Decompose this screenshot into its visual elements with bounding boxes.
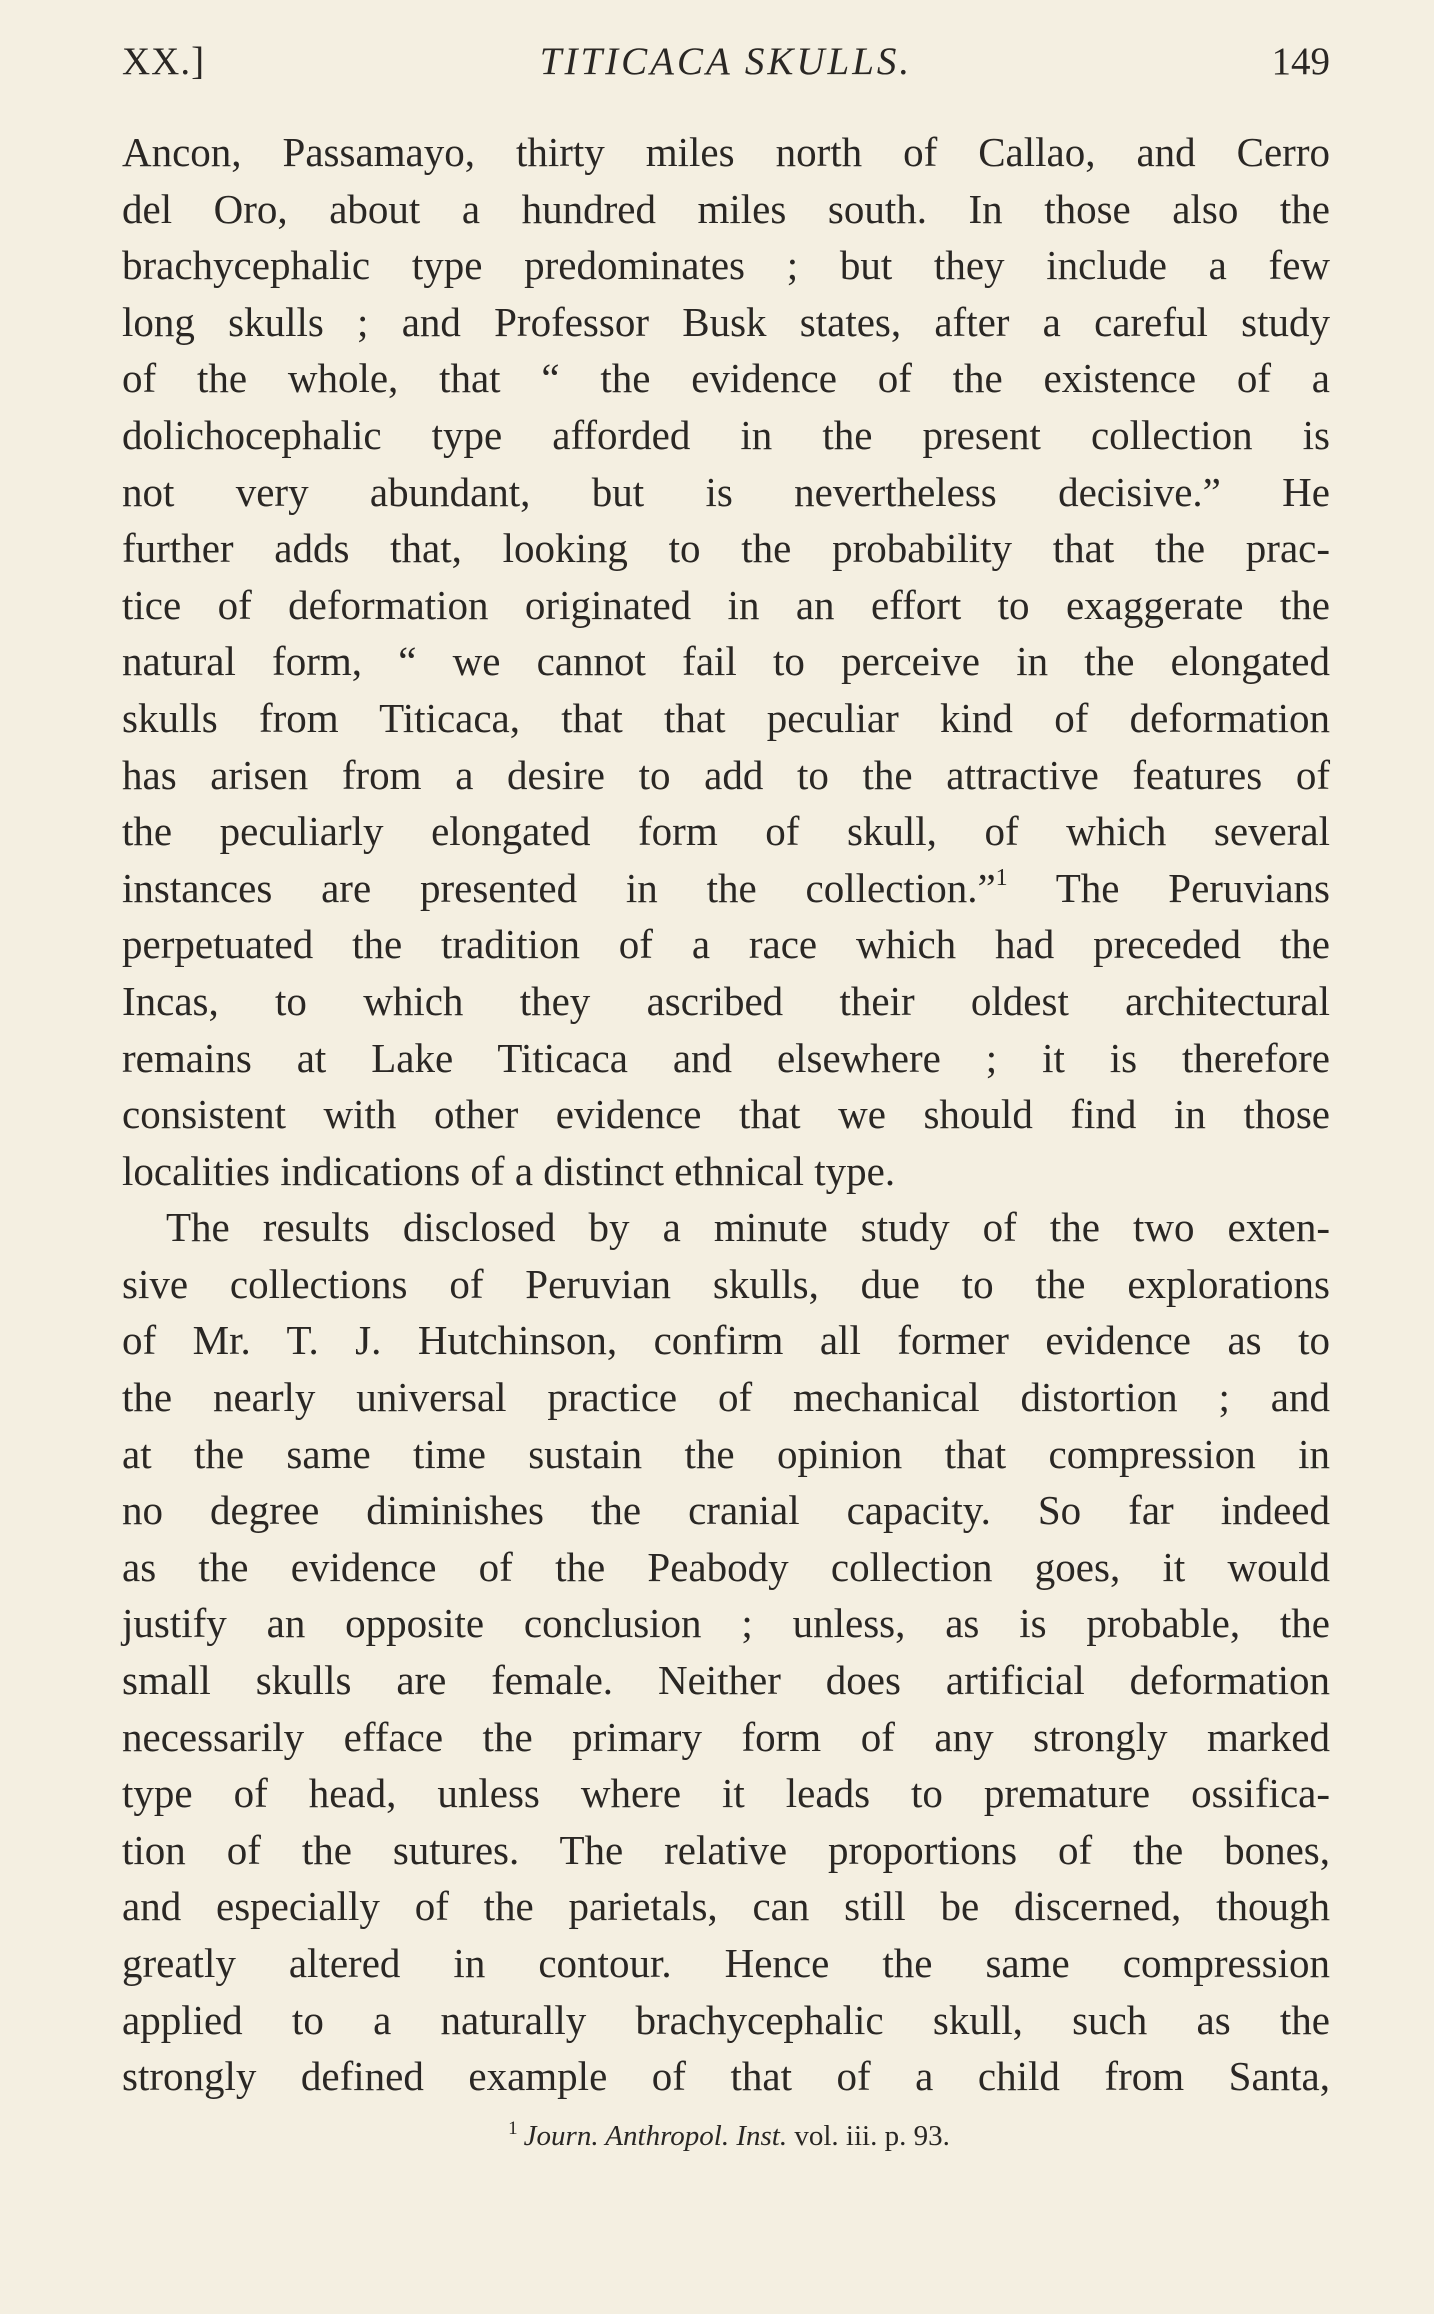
paragraph-first-line: The results disclosed by a minute study of the two exten- <box>166 1204 1330 1251</box>
text-line: type of head, unless where it leads to premature ossifica- <box>122 1770 1330 1817</box>
text-line: strongly defined example of that of a child from Santa, <box>122 2053 1330 2100</box>
running-head <box>122 34 1330 90</box>
text-line: tice of deformation originated in an effort to exaggerate the <box>122 581 1330 628</box>
section-marker: XX.] <box>122 40 206 83</box>
text-line-with-footnote <box>122 860 1330 917</box>
text-line: at the same time sustain the opinion that compression in <box>122 1430 1330 1477</box>
text-line: del Oro, about a hundred miles south. In those also the <box>122 185 1330 232</box>
text-line: Ancon, Passamayo, thirty miles north of Callao, and Cerro <box>122 129 1330 175</box>
text-line: and especially of the parietals, can still be discerned, though <box>122 1883 1330 1930</box>
text-line: sive collections of Peruvian skulls, due to the explorations <box>122 1260 1330 1307</box>
text-line: as the evidence of the Peabody collection goes, it would <box>122 1543 1330 1590</box>
text-line: greatly altered in contour. Hence the same compression <box>122 1940 1330 1986</box>
footnote <box>0 2114 1434 2158</box>
footnote-citation: vol. iii. p. 93. <box>787 2120 950 2152</box>
text-line: natural form, “ we cannot fail to perceive in the elongated <box>122 638 1330 685</box>
running-title: TITICACA SKULLS. <box>539 40 913 83</box>
text-line: necessarily efface the primary form of any strongly marked <box>122 1713 1330 1760</box>
text-line: has arisen from a desire to add to the attractive features of <box>122 751 1330 798</box>
text-line: not very abundant, but is nevertheless decisive.” He <box>122 468 1330 515</box>
text-line: the peculiarly elongated form of skull, of which several <box>122 808 1330 855</box>
text-line: justify an opposite conclusion ; unless, as is probable, the <box>122 1600 1330 1647</box>
text-line: remains at Lake Titicaca and elsewhere ; it is therefore <box>122 1034 1330 1081</box>
footnote-journal-title: Journ. Anthropol. Inst. <box>523 2120 788 2152</box>
text-line: the nearly universal practice of mechanical distortion ; and <box>122 1374 1330 1421</box>
paragraph-end-line: localities indications of a distinct ethnical type. <box>122 1147 896 1194</box>
text-line: applied to a naturally brachycephalic skull, such as the <box>122 1996 1330 2043</box>
footnote-reference: 1 <box>995 864 1008 891</box>
text-line: no degree diminishes the cranial capacity. So far indeed <box>122 1487 1330 1534</box>
text-line: small skulls are female. Neither does artificial deformation <box>122 1657 1330 1704</box>
text-line: of the whole, that “ the evidence of the existence of a <box>122 355 1330 402</box>
text-line: further adds that, looking to the probability that the prac- <box>122 525 1330 572</box>
line-text-after-note: The Peruvians <box>1007 864 1331 911</box>
text-line: brachycephalic type predominates ; but they include a few <box>122 242 1330 289</box>
text-line: perpetuated the tradition of a race which had preceded the <box>122 921 1330 968</box>
text-line: consistent with other evidence that we should find in those <box>122 1091 1330 1138</box>
text-line: of Mr. T. J. Hutchinson, confirm all former evidence as to <box>122 1317 1330 1364</box>
footnote-number: 1 <box>508 2118 518 2139</box>
line-text-before-note: instances are presented in the collection.” <box>122 864 996 911</box>
text-line: dolichocephalic type afforded in the present collection is <box>122 411 1330 458</box>
text-line: skulls from Titicaca, that that peculiar kind of deformation <box>122 694 1330 741</box>
body-text <box>122 124 1330 2105</box>
page-number: 149 <box>1271 40 1330 83</box>
text-line: long skulls ; and Professor Busk states, after a careful study <box>122 298 1330 345</box>
text-line: tion of the sutures. The relative proportions of the bones, <box>122 1826 1330 1873</box>
text-line: Incas, to which they ascribed their oldest architectural <box>122 977 1330 1024</box>
